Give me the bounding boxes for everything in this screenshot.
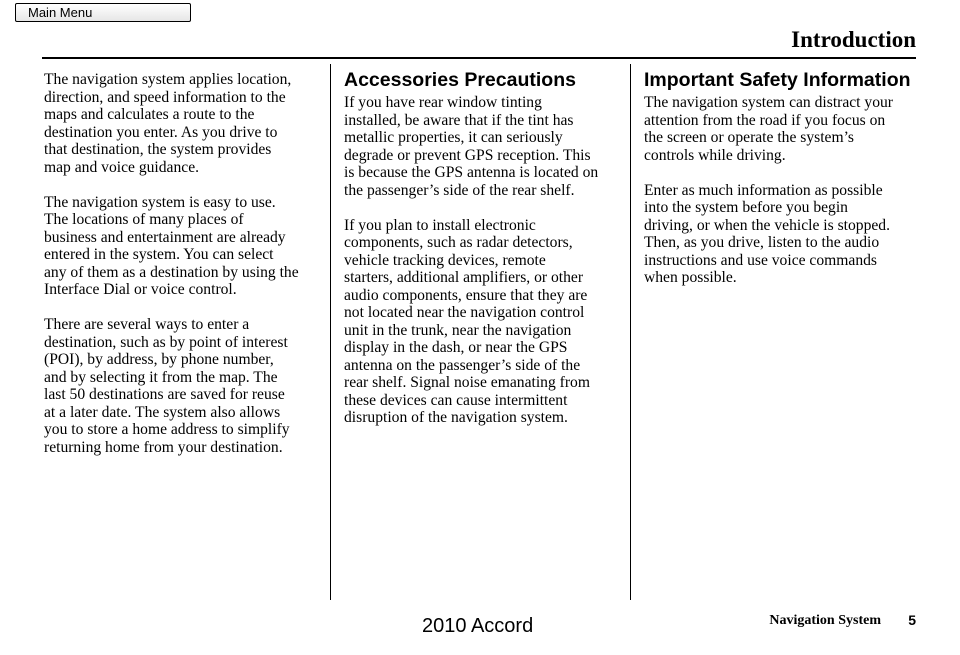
intro-paragraph: The navigation system applies location, direction, and speed information to the maps and calculates a route to the destination you enter. As you drive to that destination, the system provides map and voice guidance. xyxy=(44,71,292,176)
column-divider xyxy=(330,64,331,600)
page-number: 5 xyxy=(908,612,916,628)
accessories-paragraph: If you have rear window tinting installed, be aware that if the tint has metallic properties, it can seriously degrade or prevent GPS reception. This is because the GPS antenna is located on the passenger’s side of the rear shelf. xyxy=(344,94,599,199)
header-divider xyxy=(42,57,916,59)
safety-heading: Important Safety Information xyxy=(644,69,911,91)
accessories-column xyxy=(344,71,616,444)
column-divider xyxy=(630,64,631,600)
accessories-paragraph: If you plan to install electronic components, such as radar detectors, vehicle tracking devices, remote starters, additional amplifiers, or other audio components, ensure that they are not located near the navigation control unit in the trunk, near the navigation display in the dash, or near the GPS antenna on the passenger’s side of the rear shelf. Signal noise emanating from these devices can cause intermittent disruption of the navigation system. xyxy=(344,216,590,426)
safety-paragraph: Enter as much information as possible into the system before you begin driving, or when the vehicle is stopped. Then, as you drive, listen to the audio instructions and use voice commands when possible. xyxy=(644,181,890,286)
accessories-heading: Accessories Precautions xyxy=(344,69,576,91)
intro-paragraph: There are several ways to enter a destination, such as by point of interest (POI), by address, by phone number, and by selecting it from the map. The last 50 destinations are saved for reuse at a later date. The system also allows you to store a home address to simplify returning home from your destination. xyxy=(44,316,290,456)
intro-paragraph: The navigation system is easy to use. The locations of many places of business and entertainment are already entered in the system. You can select any of them as a destination by using the Interface Dial or voice control. xyxy=(44,193,299,298)
watermark: 2010 Accord xyxy=(422,615,534,637)
safety-paragraph: The navigation system can distract your attention from the road if you focus on the screen or operate the system’s controls while driving. xyxy=(644,94,893,164)
page-title: Introduction xyxy=(791,27,916,52)
intro-column xyxy=(44,71,316,474)
safety-column xyxy=(644,71,922,304)
main-menu-button[interactable]: Main Menu xyxy=(15,3,191,22)
footer-section-label: Navigation System xyxy=(769,613,881,628)
